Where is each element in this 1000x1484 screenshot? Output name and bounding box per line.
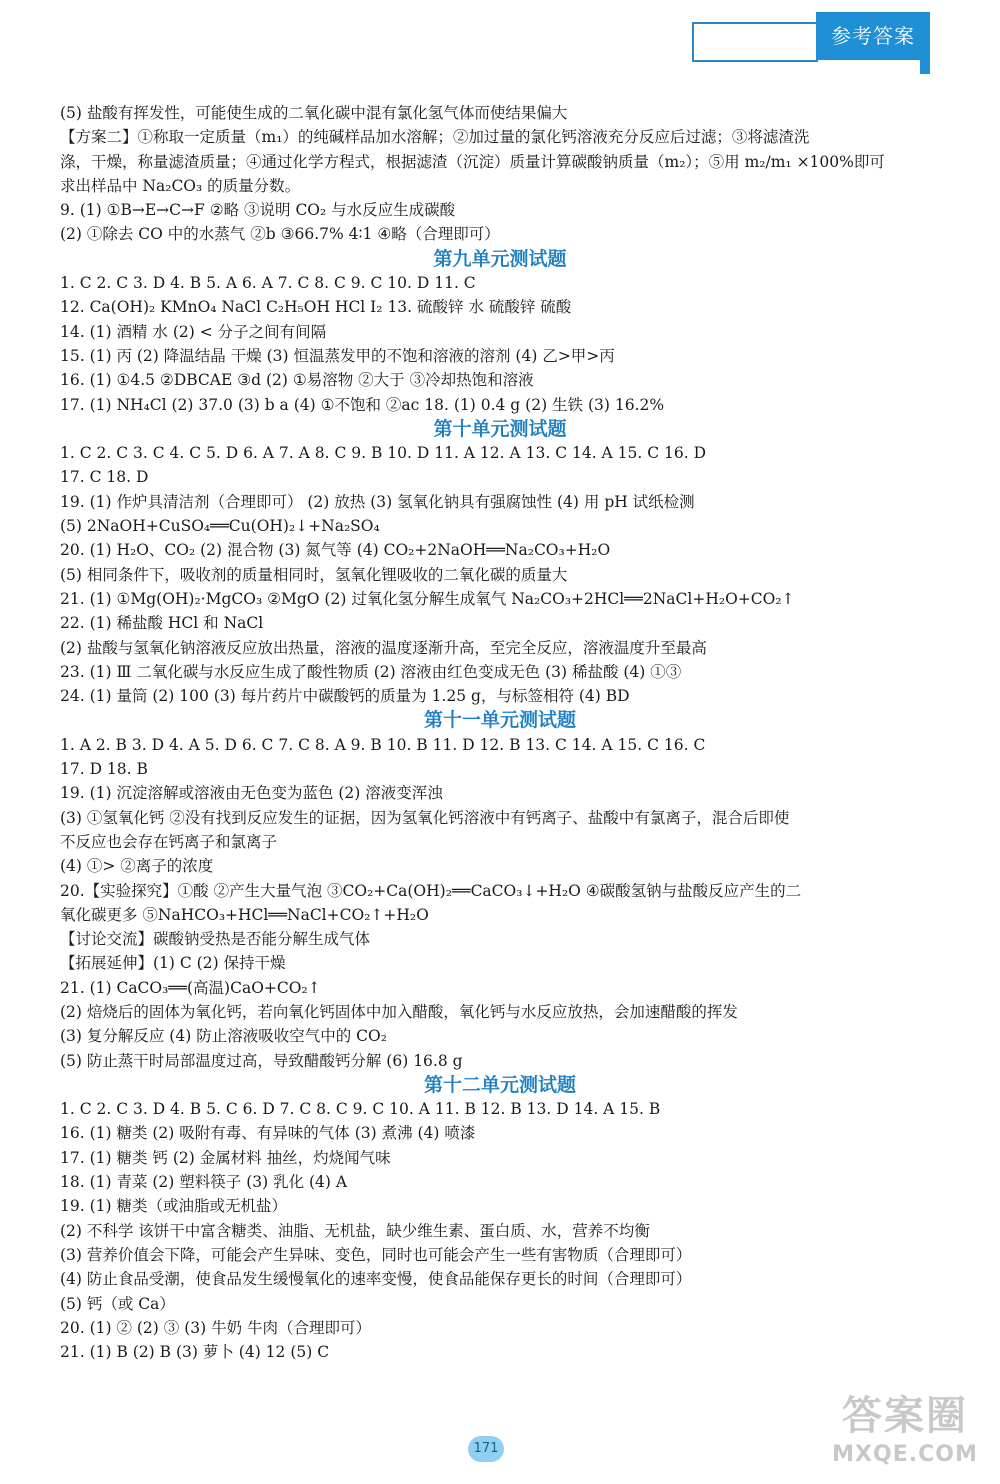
answer-line: 1. A 2. B 3. D 4. A 5. D 6. C 7. C 8. A 9. B 10. B 11. D 12. B 13. C 14. A 15. C 16. C [60, 735, 706, 754]
answer-line: 不反应也会存在钙离子和氯离子 [60, 832, 278, 851]
answer-line: (2) 焙烧后的固体为氧化钙，若向氧化钙固体中加入醋酸，氧化钙与水反应放热，会加速醋酸的挥发 [60, 1002, 738, 1021]
answer-line: 【讨论交流】碳酸钠受热是否能分解生成气体 [60, 930, 371, 949]
answer-line: 20.【实验探究】①酸 ②产生大量气泡 ③CO₂+Ca(OH)₂══CaCO₃↓+H₂O ④碳酸氢钠与盐酸反应产生的二 [60, 881, 802, 900]
answer-line: (5) 相同条件下，吸收剂的质量相同时，氢氧化锂吸收的二氧化碳的质量大 [60, 565, 568, 584]
header-frame [692, 22, 818, 62]
answer-line: 1. C 2. C 3. C 4. C 5. D 6. A 7. A 8. C 9. B 10. D 11. A 12. A 13. C 14. A 15. C 16. D [60, 444, 707, 463]
answer-line: 21. (1) B (2) B (3) 萝卜 (4) 12 (5) C [60, 1343, 330, 1362]
section-title: 第十二单元测试题 [423, 1073, 576, 1096]
answer-content [60, 101, 940, 1364]
answer-line: (3) 营养价值会下降，可能会产生异味、变色，同时也可能会产生一些有害物质（合理即可） [60, 1245, 692, 1264]
answer-line: 涤，干燥，称量滤渣质量；④通过化学方程式，根据滤渣（沉淀）质量计算碳酸钠质量（m₂）；⑤用 m₂/m₁ ×100%即可 [60, 152, 885, 171]
answer-line: 1. C 2. C 3. D 4. B 5. A 6. A 7. C 8. C 9. C 10. D 11. C [60, 274, 476, 293]
answer-line: 20. (1) ② (2) ③ (3) 牛奶 牛肉（合理即可） [60, 1318, 372, 1337]
answer-line: 16. (1) ①4.5 ②DBCAE ③d (2) ①易溶物 ②大于 ③冷却热饱和溶液 [60, 371, 534, 390]
header-tag-edge [920, 60, 930, 74]
section-title: 第十单元测试题 [433, 417, 567, 440]
answer-line: 24. (1) 量筒 (2) 100 (3) 每片药片中碳酸钙的质量为 1.25 g，与标签相符 (4) BD [60, 687, 630, 706]
answer-line: 17. (1) NH₄Cl (2) 37.0 (3) b a (4) ①不饱和 ②ac 18. (1) 0.4 g (2) 生铁 (3) 16.2% [60, 395, 665, 414]
answer-line: (3) ①氢氧化钙 ②没有找到反应发生的证据，因为氢氧化钙溶液中有钙离子、盐酸中有氯离子，混合后即使 [60, 808, 790, 827]
answer-line: (2) 不科学 该饼干中富含糖类、油脂、无机盐，缺少维生素、蛋白质、水，营养不均衡 [60, 1221, 650, 1240]
answer-line: (5) 盐酸有挥发性，可能使生成的二氧化碳中混有氯化氢气体而使结果偏大 [60, 104, 568, 122]
section-title: 第九单元测试题 [433, 247, 567, 270]
answer-line: (2) ①除去 CO 中的水蒸气 ②b ③66.7% 4∶1 ④略（合理即可） [60, 225, 500, 244]
answer-line: 22. (1) 稀盐酸 HCl 和 NaCl [60, 614, 264, 633]
answer-line: 23. (1) Ⅲ 二氧化碳与水反应生成了酸性物质 (2) 溶液由红色变成无色 (3) 稀盐酸 (4) ①③ [60, 662, 682, 681]
answer-line: 21. (1) CaCO₃══(高温)CaO+CO₂↑ [60, 978, 321, 997]
answer-line: 【拓展延伸】(1) C (2) 保持干燥 [60, 954, 286, 973]
answer-line: (4) 防止食品受潮，使食品发生缓慢氧化的速率变慢，使食品能保存更长的时间（合理即可） [60, 1270, 692, 1289]
answer-line: 19. (1) 沉淀溶解或溶液由无色变为蓝色 (2) 溶液变浑浊 [60, 784, 443, 803]
answer-line: 氧化碳更多 ⑤NaHCO₃+HCl══NaCl+CO₂↑+H₂O [60, 905, 429, 924]
watermark-url: MXQE.COM [832, 1442, 978, 1467]
answer-line: 1. C 2. C 3. D 4. B 5. C 6. D 7. C 8. C 9. C 10. A 11. B 12. B 13. D 14. A 15. B [60, 1100, 661, 1119]
answer-line: 9. (1) ①B→E→C→F ②略 ③说明 CO₂ 与水反应生成碳酸 [60, 201, 456, 220]
answer-line: 20. (1) H₂O、CO₂ (2) 混合物 (3) 氮气等 (4) CO₂+2NaOH══Na₂CO₃+H₂O [60, 541, 611, 560]
answer-line: 21. (1) ①Mg(OH)₂·MgCO₃ ②MgO (2) 过氧化氢分解生成氧气 Na₂CO₃+2HCl══2NaCl+H₂O+CO₂↑ [60, 589, 795, 608]
answer-line: 12. Ca(OH)₂ KMnO₄ NaCl C₂H₅OH HCl I₂ 13. 硫酸锌 水 硫酸锌 硫酸 [60, 298, 572, 317]
answer-line: 求出样品中 Na₂CO₃ 的质量分数。 [60, 176, 301, 195]
answer-line: (3) 复分解反应 (4) 防止溶液吸收空气中的 CO₂ [60, 1027, 387, 1046]
section-title: 第十一单元测试题 [423, 709, 576, 732]
answer-line: (4) ①> ②离子的浓度 [60, 857, 214, 876]
answer-line: 17. (1) 糖类 钙 (2) 金属材料 抽丝，灼烧闻气味 [60, 1148, 391, 1167]
answer-line: (5) 2NaOH+CuSO₄══Cu(OH)₂↓+Na₂SO₄ [60, 517, 380, 536]
answer-line: 15. (1) 丙 (2) 降温结晶 干燥 (3) 恒温蒸发甲的不饱和溶液的溶剂 (4) 乙>甲>丙 [60, 346, 615, 365]
answer-line: 14. (1) 酒精 水 (2) < 分子之间有间隔 [60, 322, 327, 341]
answer-line: (2) 盐酸与氢氧化钠溶液反应放出热量，溶液的温度逐渐升高，至完全反应，溶液温度升至最高 [60, 638, 707, 657]
page-number: 171 [468, 1436, 504, 1462]
answer-line: 【方案二】①称取一定质量（m₁）的纯碱样品加水溶解；②加过量的氯化钙溶液充分反应后过滤；③将滤渣洗 [60, 128, 810, 147]
watermark [820, 1392, 990, 1478]
answer-line: 16. (1) 糖类 (2) 吸附有毒、有异味的气体 (3) 煮沸 (4) 喷漆 [60, 1124, 476, 1143]
answer-line: (5) 防止蒸干时局部温度过高，导致醋酸钙分解 (6) 16.8 g [60, 1051, 463, 1070]
header-tag: 参考答案 [816, 12, 930, 60]
answer-line: 17. C 18. D [60, 468, 149, 487]
answer-line: 17. D 18. B [60, 760, 148, 779]
watermark-logo: 答案圈 [842, 1393, 968, 1439]
answer-line: 18. (1) 青菜 (2) 塑料筷子 (3) 乳化 (4) A [60, 1173, 348, 1192]
answer-line: (5) 钙（或 Ca） [60, 1294, 175, 1313]
answer-line: 19. (1) 作炉具清洁剂（合理即可） (2) 放热 (3) 氢氧化钠具有强腐蚀性 (4) 用 pH 试纸检测 [60, 492, 695, 511]
answer-line: 19. (1) 糖类（或油脂或无机盐） [60, 1197, 287, 1216]
